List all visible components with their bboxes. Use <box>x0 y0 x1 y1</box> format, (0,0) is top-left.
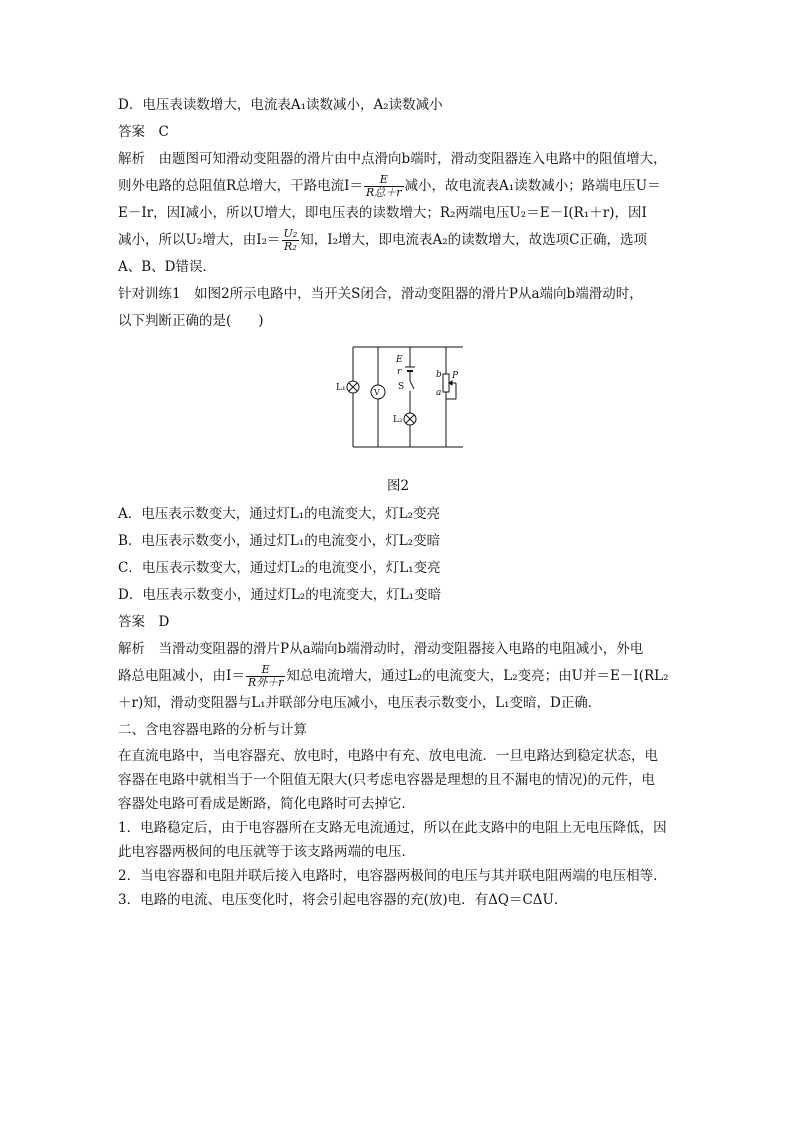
text-segment: 减小，故电流表A₁读数减小；路端电压U＝ <box>404 178 661 194</box>
section-heading: 二、含电容器电路的分析与计算 <box>118 722 307 738</box>
explanation-2-line-3: ＋r)知，滑动变阻器与L₁并联部分电压减小，电压表示数变小，L₁变暗，D正确． <box>118 695 602 711</box>
option-d: D．电压表示数变小，通过灯L₂的电流变大，灯L₁变暗 <box>118 587 442 603</box>
option-a: A．电压表示数变大，通过灯L₁的电流变大，灯L₂变亮 <box>118 506 441 522</box>
point-1-line-2: 此电容器两极间的电压就等于该支路两端的电压． <box>118 844 415 860</box>
answer-2: 答案 D <box>118 614 170 630</box>
fraction-numerator: E <box>364 174 404 187</box>
training-question-line-2: 以下判断正确的是( ) <box>118 313 264 329</box>
explanation-1-line-3: E－Ir，因I减小，所以U增大，即电压表的读数增大；R₂两端电压U₂＝E－I(R₁＋r)，因I <box>118 205 647 221</box>
paragraph-line-2: 容器在电路中就相当于一个阻值无限大(只考虑电容器是理想的且不漏电的情况)的元件，电 <box>118 772 656 788</box>
explanation-1-line-1: 解析 由题图可知滑动变阻器的滑片由中点滑向b端时，滑动变阻器连入电路中的阻值增大， <box>118 151 667 167</box>
paragraph-line-1: 在直流电路中，当电容器充、放电时，电路中有充、放电电流．一旦电路达到稳定状态，电 <box>118 748 658 764</box>
option-c: C．电压表示数变大，通过灯L₂的电流变小，灯L₁变亮 <box>118 560 441 576</box>
fraction-numerator: U₂ <box>283 227 298 240</box>
fraction-total-current <box>246 664 286 689</box>
training-question-line-1: 针对训练1 如图2所示电路中，当开关S闭合，滑动变阻器的滑片P从a端向b端滑动时， <box>118 286 643 302</box>
lamp-l2-label: L₂ <box>393 415 403 425</box>
point-2: 2．当电容器和电阻并联后接入电路时，电容器两极间的电压与其并联电阻两端的电压相等． <box>118 868 667 884</box>
fraction-denominator: R总＋r <box>366 186 402 199</box>
fraction-numerator: E <box>246 664 286 677</box>
explanation-1-line-2 <box>118 173 678 200</box>
explanation-2-line-2 <box>118 663 678 690</box>
text-segment: 路总电阻减小，由I＝ <box>118 668 245 684</box>
explanation-1-line-4 <box>118 227 678 254</box>
explanation-1-line-5: A、B、D错误． <box>118 259 216 275</box>
text-segment: 减小，所以U₂增大，由I₂＝ <box>118 232 281 248</box>
fraction-denominator: R₂ <box>284 240 297 253</box>
circuit-figure <box>118 335 678 475</box>
switch-label: S <box>398 382 405 392</box>
resistance-r-label: r <box>397 367 402 377</box>
explanation-2-line-1: 解析 当滑动变阻器的滑片P从a端向b端滑动时，滑动变阻器接入电路的电阻减小，外电 <box>118 641 644 657</box>
terminal-b-label: b <box>436 370 442 380</box>
fraction-denominator: R外＋r <box>247 676 284 689</box>
point-3: 3．电路的电流、电压变化时，将会引起电容器的充(放)电．有ΔQ＝CΔU． <box>118 892 568 908</box>
paragraph-line-3: 容器处电路可看成是断路，简化电路时可去掉它． <box>118 796 415 812</box>
emf-label: E <box>396 355 403 365</box>
voltmeter-label: V <box>374 388 380 397</box>
text-segment: 则外电路的总阻值R总增大，干路电流I＝ <box>118 178 363 194</box>
document-page <box>118 92 678 912</box>
option-b: B．电压表示数变小，通过灯L₁的电流变小，灯L₂变暗 <box>118 533 441 549</box>
lamp-l1-label: L₁ <box>336 383 346 393</box>
figure-caption: 图2 <box>386 478 410 494</box>
terminal-a-label: a <box>436 388 442 398</box>
slider-p-label: P <box>452 371 459 381</box>
option-d-prev: D．电压表读数增大，电流表A₁读数减小，A₂读数减小 <box>118 97 443 113</box>
circuit-diagram <box>336 341 468 453</box>
text-segment: 知，I₂增大，即电流表A₂的读数增大，故选项C正确，选项 <box>300 232 647 248</box>
text-segment: 知总电流增大，通过L₂的电流变大，L₂变亮；由U并＝E－I(RL₂ <box>286 668 669 684</box>
point-1-line-1: 1．电路稳定后，由于电容器所在支路无电流通过，所以在此支路中的电阻上无电压降低，因 <box>118 820 667 836</box>
fraction-current <box>364 174 404 199</box>
fraction-i2 <box>282 228 300 253</box>
answer-1: 答案 C <box>118 124 169 140</box>
